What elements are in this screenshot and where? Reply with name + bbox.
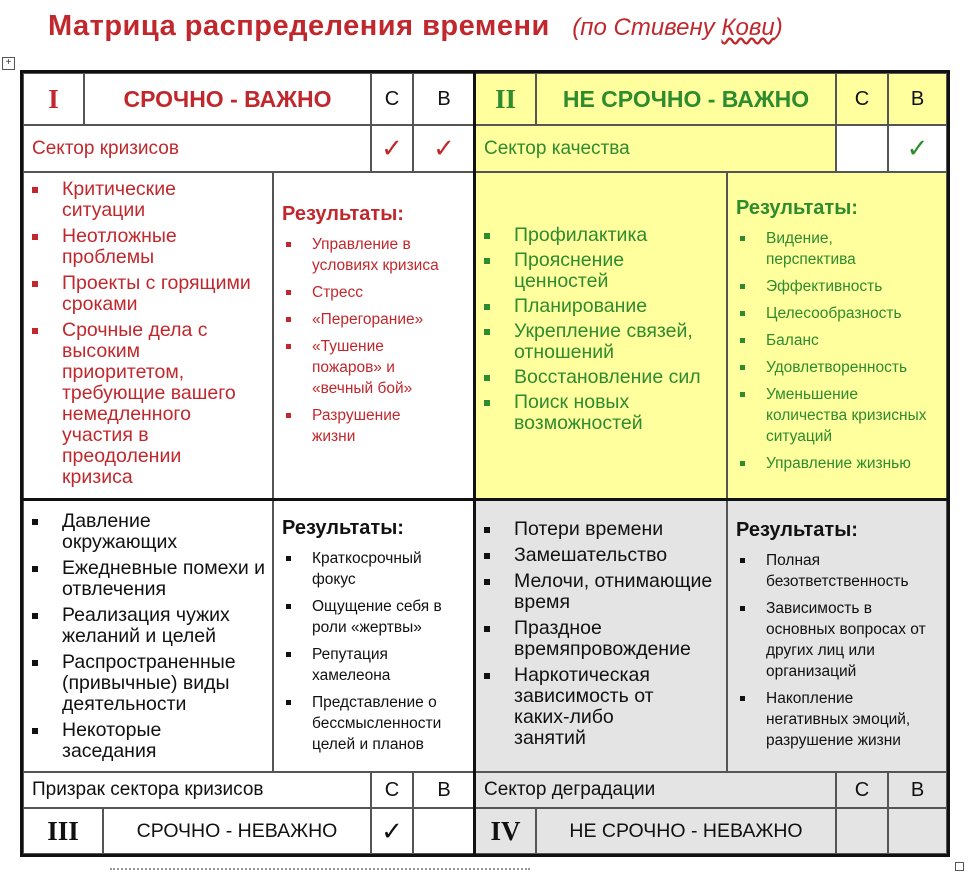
q2-col-v: В bbox=[888, 73, 947, 125]
bullet-icon bbox=[740, 696, 745, 701]
list-item: Замешательство bbox=[476, 545, 726, 566]
bullet-icon bbox=[740, 236, 745, 241]
page-title-row bbox=[48, 10, 783, 50]
q3-results-heading: Результаты: bbox=[282, 517, 404, 539]
list-item: Эффективность bbox=[728, 276, 946, 297]
author-name: Кови bbox=[721, 14, 775, 41]
q1-check-c-icon: ✓ bbox=[371, 125, 413, 172]
q1-results bbox=[274, 234, 474, 447]
bullet-icon bbox=[286, 317, 291, 322]
bullet-icon bbox=[32, 728, 38, 734]
q3-results bbox=[274, 548, 474, 755]
bullet-icon bbox=[286, 604, 291, 609]
bullet-icon bbox=[484, 553, 490, 559]
list-item: Разрушение жизни bbox=[274, 405, 432, 447]
bullet-icon bbox=[484, 673, 490, 679]
q2-results bbox=[728, 228, 946, 474]
bullet-icon bbox=[484, 400, 490, 406]
bullet-icon bbox=[484, 258, 490, 264]
q2-items-cell bbox=[475, 172, 727, 500]
q1-results-heading: Результаты: bbox=[282, 203, 404, 225]
horizontal-divider bbox=[23, 498, 947, 501]
q2-check-c-empty bbox=[836, 125, 888, 172]
bullet-icon bbox=[740, 558, 745, 563]
q4-items bbox=[476, 519, 726, 749]
q3-header: СРОЧНО - НЕВАЖНО bbox=[103, 808, 371, 854]
list-item: Уменьшение количества кризисных ситуаций bbox=[728, 384, 936, 447]
list-item: Неотложные проблемы bbox=[24, 226, 232, 268]
bullet-icon bbox=[484, 626, 490, 632]
q2-items bbox=[476, 225, 726, 434]
list-item: Управление жизнью bbox=[728, 453, 946, 474]
q1-header: СРОЧНО - ВАЖНО bbox=[84, 73, 371, 125]
q4-results bbox=[728, 550, 946, 751]
bullet-icon bbox=[484, 233, 490, 239]
list-item: Проекты с горящими сроками bbox=[24, 273, 262, 315]
q2-sector: Сектор качества bbox=[475, 125, 836, 172]
bullet-icon bbox=[32, 660, 38, 666]
q1-col-c: С bbox=[371, 73, 413, 125]
q3-items-cell bbox=[23, 500, 273, 772]
q4-items-cell bbox=[475, 500, 727, 772]
bullet-icon bbox=[740, 338, 745, 343]
list-item: Ощущение себя в роли «жертвы» bbox=[274, 596, 462, 638]
list-item: Мелочи, отнимающие время bbox=[476, 571, 714, 613]
list-item: Баланс bbox=[728, 330, 946, 351]
bullet-icon bbox=[286, 652, 291, 657]
bullet-icon bbox=[286, 290, 291, 295]
list-item: Полная безответственность bbox=[728, 550, 936, 592]
bullet-icon bbox=[740, 392, 745, 397]
list-item: Профилактика bbox=[476, 225, 726, 246]
q1-roman: I bbox=[23, 73, 84, 125]
q1-col-v: В bbox=[413, 73, 475, 125]
list-item: Репутация хамелеона bbox=[274, 644, 422, 686]
list-item: Удовлетворенность bbox=[728, 357, 946, 378]
q4-results-cell bbox=[727, 500, 947, 772]
list-item: Распространенные (привычные) виды деятельности bbox=[24, 652, 252, 715]
q4-check-c-empty bbox=[836, 808, 888, 854]
q3-sector: Призрак сектора кризисов bbox=[23, 772, 371, 808]
list-item: Восстановление сил bbox=[476, 367, 726, 388]
q4-results-heading: Результаты: bbox=[736, 519, 858, 541]
bullet-icon bbox=[286, 700, 291, 705]
list-item: Праздное времяпровождение bbox=[476, 618, 714, 660]
q1-check-v-icon: ✓ bbox=[413, 125, 475, 172]
bullet-icon bbox=[286, 344, 291, 349]
q3-roman: III bbox=[23, 808, 103, 854]
q3-results-cell bbox=[273, 500, 475, 772]
bullet-icon bbox=[286, 413, 291, 418]
q2-results-cell bbox=[727, 172, 947, 500]
q4-check-v-empty bbox=[888, 808, 947, 854]
list-item: Зависимость в основных вопросах от других лиц или организаций bbox=[728, 598, 931, 682]
bullet-icon bbox=[32, 328, 38, 334]
bullet-icon bbox=[740, 311, 745, 316]
list-item: Укрепление связей, отношений bbox=[476, 321, 719, 363]
bullet-icon bbox=[32, 566, 38, 572]
list-item: Давление окружающих bbox=[24, 511, 212, 553]
vertical-divider bbox=[473, 73, 476, 854]
bullet-icon bbox=[286, 556, 291, 561]
bullet-icon bbox=[32, 281, 38, 287]
time-matrix-table bbox=[20, 70, 950, 857]
list-item: Критические ситуации bbox=[24, 179, 232, 221]
list-item: Ежедневные помехи и отвлечения bbox=[24, 558, 267, 600]
list-item: «Перегорание» bbox=[274, 309, 474, 330]
list-item: Стресс bbox=[274, 282, 474, 303]
q2-results-heading: Результаты: bbox=[736, 197, 858, 219]
bullet-icon bbox=[32, 234, 38, 240]
list-item: Представление о бессмысленности целей и планов bbox=[274, 692, 462, 755]
q2-header: НЕ СРОЧНО - ВАЖНО bbox=[536, 73, 836, 125]
q3-check-c-icon: ✓ bbox=[371, 808, 413, 854]
bullet-icon bbox=[740, 284, 745, 289]
table-move-handle-icon[interactable]: + bbox=[2, 57, 15, 70]
list-item: Планирование bbox=[476, 296, 726, 317]
bullet-icon bbox=[32, 613, 38, 619]
list-item: Поиск новых возможностей bbox=[476, 392, 654, 434]
list-item: Наркотическая зависимость от каких-либо занятий bbox=[476, 665, 664, 749]
q4-col-c: С bbox=[836, 772, 888, 808]
page-subtitle: (по Стивену Кови) bbox=[572, 14, 783, 41]
list-item: Целесообразность bbox=[728, 303, 946, 324]
table-resize-handle-icon[interactable] bbox=[955, 862, 964, 871]
bullet-icon bbox=[740, 461, 745, 466]
bullet-icon bbox=[484, 579, 490, 585]
q3-col-v: В bbox=[413, 772, 475, 808]
q3-items bbox=[24, 511, 272, 762]
list-item: Прояснение ценностей bbox=[476, 250, 654, 292]
q4-roman: IV bbox=[475, 808, 536, 854]
bullet-icon bbox=[484, 527, 490, 533]
bullet-icon bbox=[484, 375, 490, 381]
q1-items-cell bbox=[23, 172, 273, 500]
list-item: Срочные дела с высоким приоритетом, требующие вашего немедленного участия в преодолении кризиса bbox=[24, 320, 257, 488]
list-item: «Тушение пожаров» и «вечный бой» bbox=[274, 336, 452, 399]
q1-sector: Сектор кризисов bbox=[23, 125, 371, 172]
page-title: Матрица распределения времени bbox=[48, 10, 550, 42]
q3-col-c: С bbox=[371, 772, 413, 808]
q2-check-v-icon: ✓ bbox=[888, 125, 947, 172]
list-item: Управление в условиях кризиса bbox=[274, 234, 447, 276]
list-item: Некоторые заседания bbox=[24, 720, 202, 762]
list-item: Видение, перспектива bbox=[728, 228, 876, 270]
bullet-icon bbox=[484, 329, 490, 335]
bullet-icon bbox=[484, 304, 490, 310]
bullet-icon bbox=[740, 365, 745, 370]
q4-sector: Сектор деградации bbox=[475, 772, 836, 808]
q4-header: НЕ СРОЧНО - НЕВАЖНО bbox=[536, 808, 836, 854]
bullet-icon bbox=[740, 606, 745, 611]
bullet-icon bbox=[32, 519, 38, 525]
cut-off-text-line bbox=[110, 868, 530, 872]
q3-check-v-empty bbox=[413, 808, 475, 854]
bullet-icon bbox=[32, 187, 38, 193]
list-item: Краткосрочный фокус bbox=[274, 548, 442, 590]
q2-col-c: С bbox=[836, 73, 888, 125]
list-item: Потери времени bbox=[476, 519, 726, 540]
bullet-icon bbox=[286, 242, 291, 247]
list-item: Накопление негативных эмоций, разрушение жизни bbox=[728, 688, 936, 751]
q1-results-cell bbox=[273, 172, 475, 500]
list-item: Реализация чужих желаний и целей bbox=[24, 605, 247, 647]
q4-col-v: В bbox=[888, 772, 947, 808]
q1-items bbox=[24, 179, 272, 488]
q2-roman: II bbox=[475, 73, 536, 125]
